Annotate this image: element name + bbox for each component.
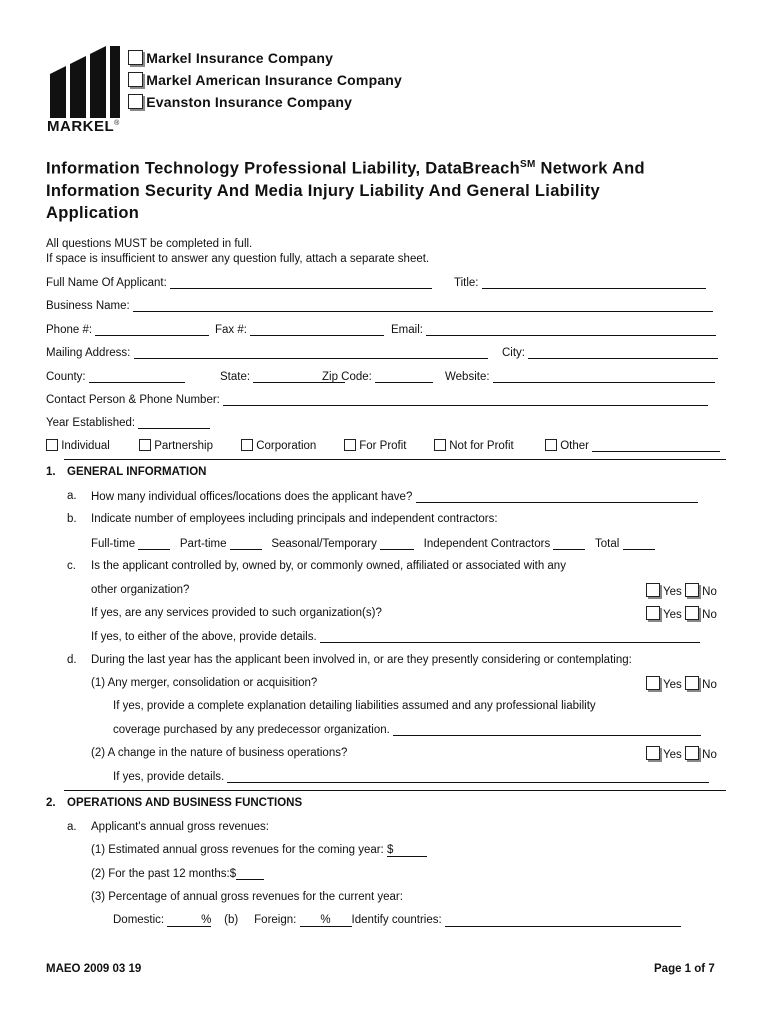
website-field[interactable] [493,370,715,383]
county-field[interactable] [89,370,185,383]
q1c-no-checkbox[interactable] [685,583,699,597]
q1c-details-row [91,630,700,643]
no-label: No [702,749,717,761]
entity-label: For Profit [359,440,407,452]
total-field[interactable] [623,537,655,550]
title-label: Title: [454,277,479,289]
yes-label: Yes [663,679,682,691]
entity-corporation[interactable] [241,439,316,452]
company-row-markel [128,48,402,70]
phone-row [46,323,209,336]
entity-not-for-profit[interactable] [434,439,514,452]
logo-bar-2 [70,56,86,118]
year-established-field[interactable] [138,416,210,429]
company-name: Markel Insurance Company [146,50,334,66]
q1a-label: a. [67,490,77,502]
q1d-label: d. [67,654,77,666]
q1d2-detail-field[interactable] [227,770,709,783]
q1d1-text: (1) Any merger, consolidation or acquisition? [91,677,318,689]
contact-label: Contact Person & Phone Number: [46,394,220,406]
section-1-number: 1. [46,466,56,478]
year-established-label: Year Established: [46,417,136,429]
section-2-heading: OPERATIONS AND BUSINESS FUNCTIONS [67,797,303,809]
q2a-label: a. [67,821,77,833]
q1d1-detail-field[interactable] [393,723,701,736]
q1d2-no-checkbox[interactable] [685,746,699,760]
zip-row [322,370,433,383]
contact-field[interactable] [223,393,708,406]
title-text: Information Technology Professional Liability, DataBreach [46,159,520,178]
year-established-row [46,416,210,429]
q1d1-detail-2: coverage purchased by any predecessor organization. [113,724,390,736]
mailing-address-field[interactable] [134,346,488,359]
employees-row [91,537,655,550]
q1c-text-2: other organization? [91,584,190,596]
logo-registered-mark: ® [114,120,120,127]
logo-bar-3 [90,46,106,118]
other-field[interactable] [592,439,720,452]
other-checkbox[interactable] [545,439,557,451]
company-name: Evanston Insurance Company [146,94,353,110]
revenue-percentage-label: (3) Percentage of annual gross revenues for the current year: [91,891,403,903]
form-title [46,154,645,224]
website-row [445,370,715,383]
no-label: No [702,609,717,621]
q1b-text: Indicate number of employees including principals and independent contractors: [91,513,498,525]
no-label: No [702,586,717,598]
city-label: City: [502,347,525,359]
domestic-field[interactable] [167,914,211,927]
title-line-2: Information Security And Media Injury Liability And General Liability [46,181,600,200]
q1c-text-1: Is the applicant controlled by, owned by, or commonly owned, affiliated or associated with any [91,560,566,572]
full-name-row [46,276,432,289]
entity-individual[interactable] [46,439,110,452]
q1c-yes-checkbox[interactable] [646,583,660,597]
q1d1-yes-checkbox[interactable] [646,676,660,690]
q1c-text-3: If yes, are any services provided to such organization(s)? [91,607,382,619]
mailing-address-row [46,346,488,359]
section-2-number: 2. [46,797,56,809]
q1b-label: b. [67,513,77,525]
q1d2-yes-no [646,746,717,761]
identify-countries-label: Identify countries: [351,914,442,926]
parttime-label: Part-time [179,538,227,550]
full-name-field[interactable] [170,276,432,289]
city-field[interactable] [528,346,718,359]
fulltime-field[interactable] [138,537,170,550]
revenue-split-row [113,914,681,927]
title-field[interactable] [482,276,706,289]
q1d2-text: (2) A change in the nature of business operations? [91,747,348,759]
parttime-field[interactable] [230,537,262,550]
partnership-checkbox[interactable] [139,439,151,451]
fulltime-label: Full-time [91,538,136,550]
company-checkbox-markel-american[interactable] [128,72,143,87]
percent-sign: % [201,914,212,926]
revenue-past-12-field[interactable] [236,867,264,880]
fax-field[interactable] [250,323,384,336]
county-label: County: [46,371,86,383]
q1c-yes-no [646,583,717,598]
website-label: Website: [445,371,490,383]
email-label: Email: [391,324,423,336]
zip-field[interactable] [375,370,433,383]
business-name-field[interactable] [133,299,713,312]
revenue-coming-year-row [91,844,427,857]
corporation-checkbox[interactable] [241,439,253,451]
company-row-markel-american [128,70,402,92]
for-profit-checkbox[interactable] [344,439,356,451]
entity-for-profit[interactable] [344,439,407,452]
domestic-label: Domestic: [113,914,165,926]
logo-text [47,118,120,135]
city-row [502,346,718,359]
q1d1-yes-no [646,676,717,691]
company-checkbox-markel[interactable] [128,50,143,65]
entity-label: Corporation [256,440,317,452]
mailing-address-label: Mailing Address: [46,347,131,359]
q1d2-detail-label: If yes, provide details. [113,771,225,783]
no-label: No [702,679,717,691]
section-2-rule [64,790,726,791]
revenue-coming-year-label: (1) Estimated annual gross revenues for the coming year: [91,844,384,856]
q1a-row [91,490,698,503]
company-checkbox-evanston[interactable] [128,94,143,109]
identify-countries-field[interactable] [445,914,681,927]
email-row [391,323,716,336]
company-list [128,48,402,114]
q1c-services-yes-no [646,606,717,621]
q1c-details-field[interactable] [320,630,700,643]
foreign-label: Foreign: [254,914,297,926]
phone-field[interactable] [95,323,209,336]
yes-label: Yes [663,586,682,598]
email-field[interactable] [426,323,716,336]
total-label: Total [595,538,620,550]
entity-label: Not for Profit [449,440,514,452]
q1d-text: During the last year has the applicant been involved in, or are they presently considering or contemplating: [91,654,632,666]
not-for-profit-checkbox[interactable] [434,439,446,451]
company-name: Markel American Insurance Company [146,72,403,88]
title-line-1 [46,154,645,180]
seasonal-label: Seasonal/Temporary [271,538,377,550]
state-label: State: [220,371,251,383]
yes-label: Yes [663,749,682,761]
title-line-3: Application [46,203,140,222]
title-sm-mark: SM [519,159,536,170]
instruction-line: If space is insufficient to answer any question fully, attach a separate sheet. [46,253,430,265]
business-name-row [46,299,713,312]
entity-label: Partnership [154,440,214,452]
logo-bar-1 [50,66,66,118]
seasonal-field[interactable] [380,537,414,550]
independent-field[interactable] [553,537,585,550]
dollar-sign: $ [229,868,237,880]
independent-label: Independent Contractors [423,538,551,550]
instructions [46,237,429,267]
item-b-label: (b) [224,914,239,926]
section-1-rule [64,459,726,460]
q1d2-yes-checkbox[interactable] [646,746,660,760]
dollar-sign: $ [386,844,394,856]
q1c-details-label: If yes, to either of the above, provide details. [91,631,317,643]
offices-count-field[interactable] [416,490,698,503]
zip-label: Zip Code: [322,371,372,383]
full-name-label: Full Name Of Applicant: [46,277,167,289]
individual-checkbox[interactable] [46,439,58,451]
title-text: Network And [535,159,645,178]
revenue-past-12-row [91,867,264,880]
revenue-coming-year-field[interactable] [387,844,427,857]
fax-row [215,323,384,336]
entity-label: Other [560,440,589,452]
entity-partnership[interactable] [139,439,213,452]
page-number: Page 1 of 7 [654,963,715,975]
county-row [46,370,185,383]
q1c-services-no-checkbox[interactable] [685,606,699,620]
q1d1-detail-row [113,723,701,736]
phone-label: Phone #: [46,324,93,336]
revenue-past-12-label: (2) For the past 12 months: [91,868,230,880]
entity-other[interactable] [545,439,720,452]
foreign-field[interactable] [300,914,352,927]
percent-sign: % [320,914,331,926]
form-code: MAEO 2009 03 19 [46,963,142,975]
company-row-evanston [128,92,402,114]
contact-row [46,393,708,406]
q1d2-detail-row [113,770,709,783]
q2a-text: Applicant's annual gross revenues: [91,821,269,833]
instruction-line: All questions MUST be completed in full. [46,238,253,250]
q1d1-no-checkbox[interactable] [685,676,699,690]
logo-wordmark: MARKEL [47,118,115,135]
yes-label: Yes [663,609,682,621]
q1a-text: How many individual offices/locations does the applicant have? [91,491,413,503]
q1c-label: c. [67,560,76,572]
logo-bar-4 [110,46,120,118]
business-name-label: Business Name: [46,300,130,312]
section-1-heading: GENERAL INFORMATION [67,466,207,478]
q1d1-detail-1: If yes, provide a complete explanation detailing liabilities assumed and any professional liability [113,700,596,712]
entity-label: Individual [61,440,110,452]
q1c-services-yes-checkbox[interactable] [646,606,660,620]
title-row [454,276,706,289]
fax-label: Fax #: [215,324,247,336]
